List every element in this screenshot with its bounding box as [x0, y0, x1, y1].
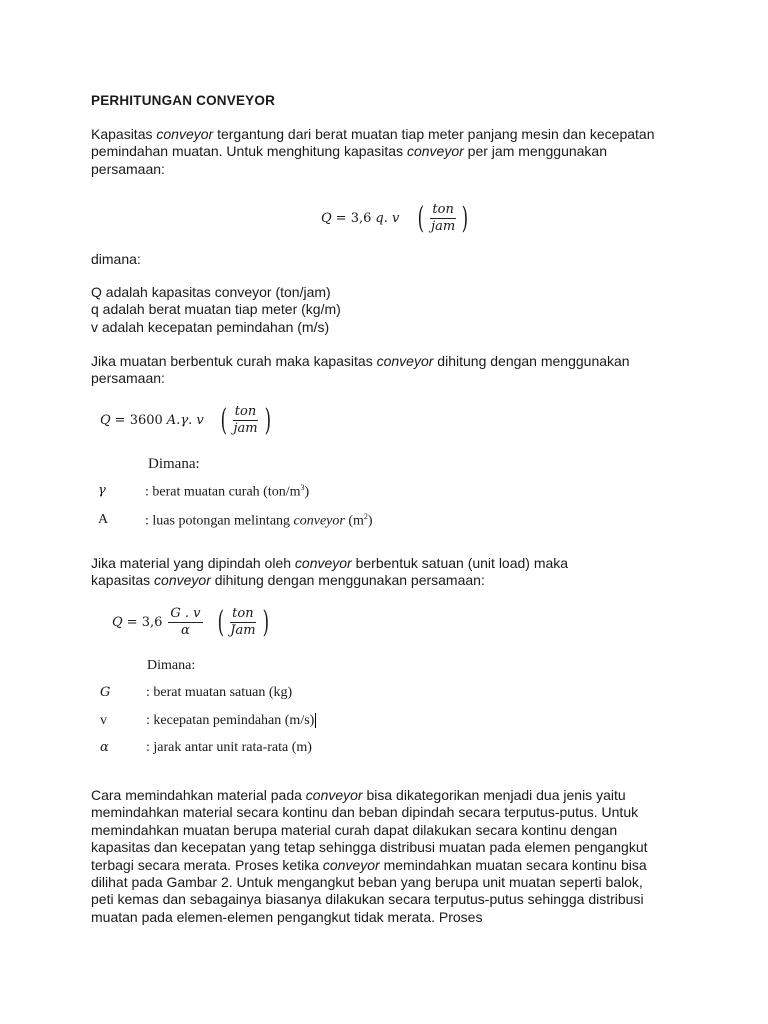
text-run: terbagi secara merata. Proses ketika: [91, 856, 323, 873]
method-paragraph: [91, 787, 648, 926]
text-run: conveyor: [376, 353, 434, 369]
symbol-velocity: v: [100, 713, 107, 728]
symbol-area: A: [98, 512, 109, 527]
dimana-heading: Dimana:: [148, 456, 200, 472]
text-run: conveyor: [156, 126, 214, 142]
text-run: dihitung dengan menggunakan: [433, 353, 630, 369]
definition-area: : luas potongan melintang conveyor $(m^2)$: [145, 512, 373, 529]
fraction-numerator: ton: [432, 202, 454, 217]
text-run: pemindahan muatan. Untuk menghitung kapasitas: [91, 143, 407, 160]
definition-gamma: : berat muatan curah $(ton/m^3)$: [145, 483, 310, 500]
definition-weight: : berat muatan satuan (kg): [146, 685, 293, 700]
rate-fraction: [168, 607, 202, 638]
equation-bulk-capacity: Q = 3600 A . γ . v ( $\frac{\text{ton}}{\text{jam}}$ ): [100, 402, 271, 438]
text-run: dihitung dengan menggunakan persamaan:: [210, 572, 485, 589]
eq-symbol: v: [391, 211, 400, 226]
right-paren: ): [461, 200, 469, 236]
equation-unit-capacity: [112, 604, 271, 640]
eq-symbol: Q: [112, 615, 123, 630]
text-run: conveyor: [154, 572, 211, 589]
text-run: memindahkan muatan berupa material curah dapat dilakukan secara kontinu dengan: [91, 821, 618, 838]
text-run: Cara memindahkan material pada: [91, 787, 306, 803]
definition-item: v adalah kecepatan pemindahan (m/s): [91, 318, 330, 335]
fraction-numerator: G . v: [170, 606, 201, 621]
unit-fraction: [231, 405, 259, 436]
text-run: muatan pada elemen-elemen pengangkut tidak merata. Proses: [91, 908, 483, 925]
eq-symbol: A: [166, 413, 177, 428]
fraction-numerator: ton: [234, 404, 257, 419]
right-paren: ): [264, 402, 271, 438]
eq-symbol: Q: [100, 413, 111, 428]
eq-symbol: q: [375, 211, 384, 226]
text-run: berbentuk satuan (unit load) maka: [351, 555, 569, 571]
left-paren: (: [217, 604, 224, 640]
eq-symbol: γ: [180, 413, 189, 428]
text-run: Jika material yang dipindah oleh: [91, 555, 295, 571]
text-run: tergantung dari berat muatan tiap meter panjang mesin dan kecepatan: [213, 126, 655, 142]
eq-symbol: v: [196, 413, 204, 428]
text-run: conveyor: [406, 143, 464, 160]
definition-item: Q adalah kapasitas conveyor (ton/jam): [91, 284, 331, 300]
text-run: peti kemas dan sebagainya biasanya dilakukan secara terputus-putus sehingga distribusi: [91, 891, 644, 908]
definition-velocity: : kecepatan pemindahan (m/s): [146, 713, 315, 728]
symbol-weight: G: [100, 685, 111, 700]
text-run: Jika muatan berbentuk curah maka kapasitas: [91, 353, 377, 369]
text-run: memindahkan material secara kontinu dan beban dipindah secara terputus-putus. Untuk: [91, 804, 639, 821]
right-paren: ): [262, 604, 269, 640]
text-run: persamaan:: [91, 370, 165, 387]
fraction-denominator: jam: [233, 421, 258, 436]
text-run: conveyor: [294, 555, 352, 571]
symbol-gamma: γ: [98, 483, 106, 498]
text-cursor: [315, 713, 316, 728]
left-paren: (: [417, 200, 425, 236]
text-run: Kapasitas: [91, 126, 157, 142]
eq-constant: = 3,6: [335, 211, 372, 226]
unit-fraction: [429, 203, 457, 234]
eq-symbol: Q: [321, 211, 332, 226]
text-run: conveyor: [322, 856, 380, 873]
definition-list: [91, 284, 341, 336]
dimana-heading: Dimana:: [147, 658, 196, 673]
fraction-denominator: Jam: [230, 623, 256, 638]
eq-constant: = 3,6: [126, 615, 163, 630]
page-title: PERHITUNGAN CONVEYOR: [91, 93, 276, 108]
text-run: dilihat pada Gambar 2. Untuk mengangkut beban yang berupa unit muatan seperti balok,: [91, 874, 643, 891]
intro-paragraph: [91, 126, 654, 178]
text-run: memindahkan muatan secara kontinu bisa: [379, 856, 647, 873]
text-run: kapasitas: [91, 572, 155, 589]
text-run: persamaan:: [91, 160, 165, 177]
fraction-numerator: ton: [232, 606, 254, 621]
eq-operator: .: [383, 211, 388, 226]
fraction-denominator: jam: [431, 219, 456, 234]
definition-item: q adalah berat muatan tiap meter (kg/m): [91, 301, 341, 318]
unit-load-paragraph: [91, 555, 568, 590]
text-run: conveyor: [305, 787, 363, 803]
bulk-paragraph: [91, 353, 630, 388]
equation-capacity: [321, 200, 471, 236]
dimana-label: dimana:: [91, 251, 141, 267]
text-run: per jam menggunakan: [463, 143, 607, 160]
definition-alpha: : jarak antar unit rata-rata (m): [146, 740, 312, 755]
unit-fraction: [228, 607, 257, 638]
left-paren: (: [220, 402, 227, 438]
eq-constant: = 3600: [114, 413, 163, 428]
text-run: kapasitas dan kecepatan yang tetap sehingga distribusi muatan pada elemen pengangkut: [91, 839, 648, 856]
fraction-denominator: α: [181, 623, 190, 638]
symbol-alpha: α: [100, 740, 109, 755]
text-run: bisa dikategorikan menjadi dua jenis yaitu: [362, 787, 626, 803]
